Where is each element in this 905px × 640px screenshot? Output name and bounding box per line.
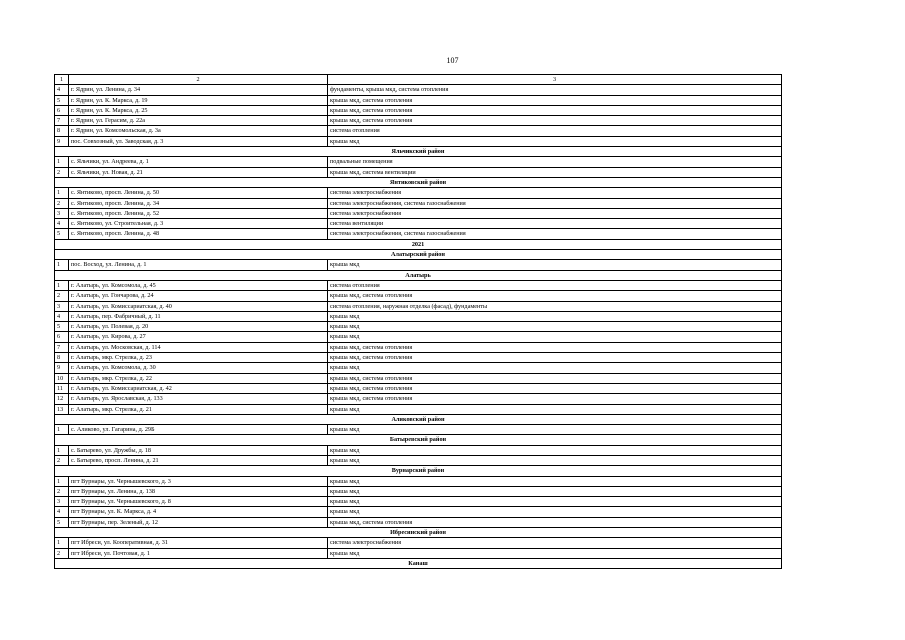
row-works: крыша мкд — [328, 136, 782, 146]
row-works: крыша мкд, система отопления — [328, 116, 782, 126]
row-address: с. Яльчики, ул. Андреева, д. 1 — [69, 157, 328, 167]
row-number: 2 — [55, 455, 69, 465]
row-address: г. Алатырь, ул. Гончарова, д. 24 — [69, 291, 328, 301]
row-number: 8 — [55, 353, 69, 363]
section-header-row — [55, 466, 782, 476]
row-works: крыша мкд — [328, 476, 782, 486]
row-works: крыша мкд, система отопления — [328, 95, 782, 105]
row-address: пос. Совхозный, ул. Заводская, д. 3 — [69, 136, 328, 146]
row-works: крыша мкд — [328, 507, 782, 517]
table-row — [55, 95, 782, 105]
table-row — [55, 291, 782, 301]
row-address: пгт Ибреси, ул. Кооперативная, д. 31 — [69, 538, 328, 548]
table-row — [55, 486, 782, 496]
table-row — [55, 208, 782, 218]
row-works: крыша мкд — [328, 260, 782, 270]
row-number: 12 — [55, 394, 69, 404]
table-row — [55, 353, 782, 363]
row-works: крыша мкд, система отопления — [328, 291, 782, 301]
table-row — [55, 455, 782, 465]
column-number-1: 1 — [55, 75, 69, 85]
table-row — [55, 538, 782, 548]
row-works: фундаменты, крыша мкд, система отопления — [328, 85, 782, 95]
row-address: г. Алатырь, ул. Полевая, д. 20 — [69, 322, 328, 332]
section-title: Батыревский район — [55, 435, 782, 445]
row-number: 1 — [55, 260, 69, 270]
row-number: 1 — [55, 425, 69, 435]
row-number: 9 — [55, 136, 69, 146]
table-row — [55, 517, 782, 527]
row-address: пгт Вурнары, ул. Ленина, д. 138 — [69, 486, 328, 496]
table-row — [55, 260, 782, 270]
table-row — [55, 404, 782, 414]
table-row — [55, 507, 782, 517]
row-works: система электроснабжения — [328, 538, 782, 548]
table-row — [55, 229, 782, 239]
table-row — [55, 116, 782, 126]
row-number: 5 — [55, 322, 69, 332]
row-number: 10 — [55, 373, 69, 383]
row-number: 3 — [55, 301, 69, 311]
row-number: 2 — [55, 548, 69, 558]
table-row — [55, 167, 782, 177]
row-number: 13 — [55, 404, 69, 414]
table-row — [55, 548, 782, 558]
row-address: с. Янтиково, просп. Ленина, д. 52 — [69, 208, 328, 218]
row-address: пгт Вурнары, ул. К. Маркса, д. 4 — [69, 507, 328, 517]
row-number: 1 — [55, 476, 69, 486]
row-number: 7 — [55, 342, 69, 352]
table-row — [55, 383, 782, 393]
row-address: г. Алатырь, пер. Фабричный, д. 11 — [69, 311, 328, 321]
row-works: система электроснабжения — [328, 188, 782, 198]
row-address: с. Янтиково, просп. Ленина, д. 34 — [69, 198, 328, 208]
row-number: 11 — [55, 383, 69, 393]
section-title: Вурнарский район — [55, 466, 782, 476]
row-works: система вентиляции — [328, 219, 782, 229]
row-address: г. Ядрин, ул. Ленина, д. 34 — [69, 85, 328, 95]
section-title: Яльчикский район — [55, 147, 782, 157]
table-row — [55, 445, 782, 455]
row-address: с. Янтиково, просп. Ленина, д. 50 — [69, 188, 328, 198]
row-address: с. Батырево, просп. Ленина, д. 21 — [69, 455, 328, 465]
row-number: 5 — [55, 95, 69, 105]
section-title: Алатырский район — [55, 250, 782, 260]
section-header-row — [55, 414, 782, 424]
row-address: г. Алатырь, ул. Комсомола, д. 30 — [69, 363, 328, 373]
table-row — [55, 332, 782, 342]
row-works: крыша мкд, система отопления — [328, 105, 782, 115]
row-number: 4 — [55, 219, 69, 229]
table-row — [55, 219, 782, 229]
table-row — [55, 425, 782, 435]
row-works: система электроснабжения — [328, 208, 782, 218]
row-works: крыша мкд — [328, 332, 782, 342]
table-row — [55, 476, 782, 486]
row-address: пгт Вурнары, ул. Чернышевского, д. 8 — [69, 497, 328, 507]
row-number: 6 — [55, 105, 69, 115]
row-works: крыша мкд, система отопления — [328, 394, 782, 404]
row-number: 2 — [55, 291, 69, 301]
row-works: крыша мкд — [328, 497, 782, 507]
table-row — [55, 188, 782, 198]
table-row — [55, 322, 782, 332]
row-number: 3 — [55, 497, 69, 507]
row-number: 6 — [55, 332, 69, 342]
row-address: г. Алатырь, ул. Комиссариатская, д. 40 — [69, 301, 328, 311]
section-header-row — [55, 147, 782, 157]
section-header-row — [55, 528, 782, 538]
row-number: 1 — [55, 280, 69, 290]
row-number: 9 — [55, 363, 69, 373]
row-number: 4 — [55, 507, 69, 517]
row-address: г. Алатырь, ул. Московская, д. 114 — [69, 342, 328, 352]
row-works: крыша мкд — [328, 404, 782, 414]
table-row — [55, 394, 782, 404]
section-header-row — [55, 435, 782, 445]
row-number: 2 — [55, 167, 69, 177]
row-works: крыша мкд, система отопления — [328, 342, 782, 352]
page-number: 107 — [446, 56, 459, 65]
row-works: крыша мкд — [328, 363, 782, 373]
row-works: система отопления — [328, 126, 782, 136]
row-number: 1 — [55, 445, 69, 455]
row-works: крыша мкд, система отопления — [328, 353, 782, 363]
row-address: г. Алатырь, ул. Комсомола, д. 45 — [69, 280, 328, 290]
table-row — [55, 157, 782, 167]
section-header-row — [55, 177, 782, 187]
section-title: Алатырь — [55, 270, 782, 280]
row-works: система отопления, наружная отделка (фасад), фундаменты — [328, 301, 782, 311]
row-address: г. Алатырь, ул. Комиссариатская, д. 42 — [69, 383, 328, 393]
row-address: г. Алатырь, мкр. Стрелка, д. 21 — [69, 404, 328, 414]
row-address: г. Ядрин, ул. К. Маркса, д. 25 — [69, 105, 328, 115]
row-works: крыша мкд — [328, 425, 782, 435]
row-number: 5 — [55, 517, 69, 527]
table-row — [55, 136, 782, 146]
row-address: г. Алатырь, мкр. Стрелка, д. 22 — [69, 373, 328, 383]
section-title: Канаш — [55, 558, 782, 568]
section-header-row — [55, 558, 782, 568]
section-title: Янтиковский район — [55, 177, 782, 187]
row-works: крыша мкд — [328, 311, 782, 321]
row-address: пос. Восход, ул. Ленина, д. 1 — [69, 260, 328, 270]
column-number-2: 2 — [69, 75, 328, 85]
row-number: 5 — [55, 229, 69, 239]
row-address: пгт Ибреси, ул. Почтовая, д. 1 — [69, 548, 328, 558]
row-number: 8 — [55, 126, 69, 136]
section-title: Аликовский район — [55, 414, 782, 424]
row-number: 1 — [55, 157, 69, 167]
row-works: крыша мкд, система отопления — [328, 383, 782, 393]
table-row — [55, 198, 782, 208]
row-address: пгт Вурнары, ул. Чернышевского, д. 3 — [69, 476, 328, 486]
table-row — [55, 363, 782, 373]
row-works: система электроснабжения, система газоснабжения — [328, 198, 782, 208]
row-address: г. Ядрин, ул. Комсомольская, д. 3а — [69, 126, 328, 136]
section-header-row — [55, 270, 782, 280]
row-address: г. Ядрин, ул. Герасим, д. 22а — [69, 116, 328, 126]
row-works: крыша мкд, система отопления — [328, 373, 782, 383]
table-row — [55, 85, 782, 95]
section-header-row — [55, 239, 782, 249]
row-number: 1 — [55, 188, 69, 198]
table-row — [55, 126, 782, 136]
table-row — [55, 373, 782, 383]
row-works: подвальные помещения — [328, 157, 782, 167]
section-title: Ибресинский район — [55, 528, 782, 538]
row-number: 4 — [55, 85, 69, 95]
row-works: крыша мкд — [328, 322, 782, 332]
table-row — [55, 497, 782, 507]
row-address: с. Батырево, ул. Дружбы, д. 18 — [69, 445, 328, 455]
row-works: крыша мкд — [328, 548, 782, 558]
row-works: система электроснабжения, система газоснабжения — [328, 229, 782, 239]
row-number: 7 — [55, 116, 69, 126]
row-address: с. Яльчики, ул. Новая, д. 21 — [69, 167, 328, 177]
row-works: крыша мкд — [328, 455, 782, 465]
row-address: г. Алатырь, ул. Кирова, д. 27 — [69, 332, 328, 342]
column-number-3: 3 — [328, 75, 782, 85]
row-works: крыша мкд, система отопления — [328, 517, 782, 527]
row-address: г. Ядрин, ул. К. Маркса, д. 19 — [69, 95, 328, 105]
row-address: с. Янтиково, ул. Строительная, д. 3 — [69, 219, 328, 229]
column-number-row — [55, 75, 782, 85]
row-works: крыша мкд — [328, 445, 782, 455]
row-works: система отопления — [328, 280, 782, 290]
row-number: 2 — [55, 198, 69, 208]
row-address: г. Алатырь, мкр. Стрелка, д. 23 — [69, 353, 328, 363]
table-row — [55, 301, 782, 311]
row-address: с. Аликово, ул. Гагарина, д. 29Б — [69, 425, 328, 435]
section-header-row — [55, 250, 782, 260]
table-row — [55, 105, 782, 115]
row-number: 4 — [55, 311, 69, 321]
section-title: 2021 — [55, 239, 782, 249]
row-number: 2 — [55, 486, 69, 496]
row-works: крыша мкд, система вентиляции — [328, 167, 782, 177]
row-number: 1 — [55, 538, 69, 548]
row-number: 3 — [55, 208, 69, 218]
row-address: пгт Вурнары, пер. Зеленый, д. 12 — [69, 517, 328, 527]
row-works: крыша мкд — [328, 486, 782, 496]
table-row — [55, 342, 782, 352]
row-address: г. Алатырь, ул. Ярославская, д. 133 — [69, 394, 328, 404]
table-row — [55, 280, 782, 290]
table-row — [55, 311, 782, 321]
program-table — [54, 74, 782, 569]
row-address: с. Янтиково, просп. Ленина, д. 48 — [69, 229, 328, 239]
